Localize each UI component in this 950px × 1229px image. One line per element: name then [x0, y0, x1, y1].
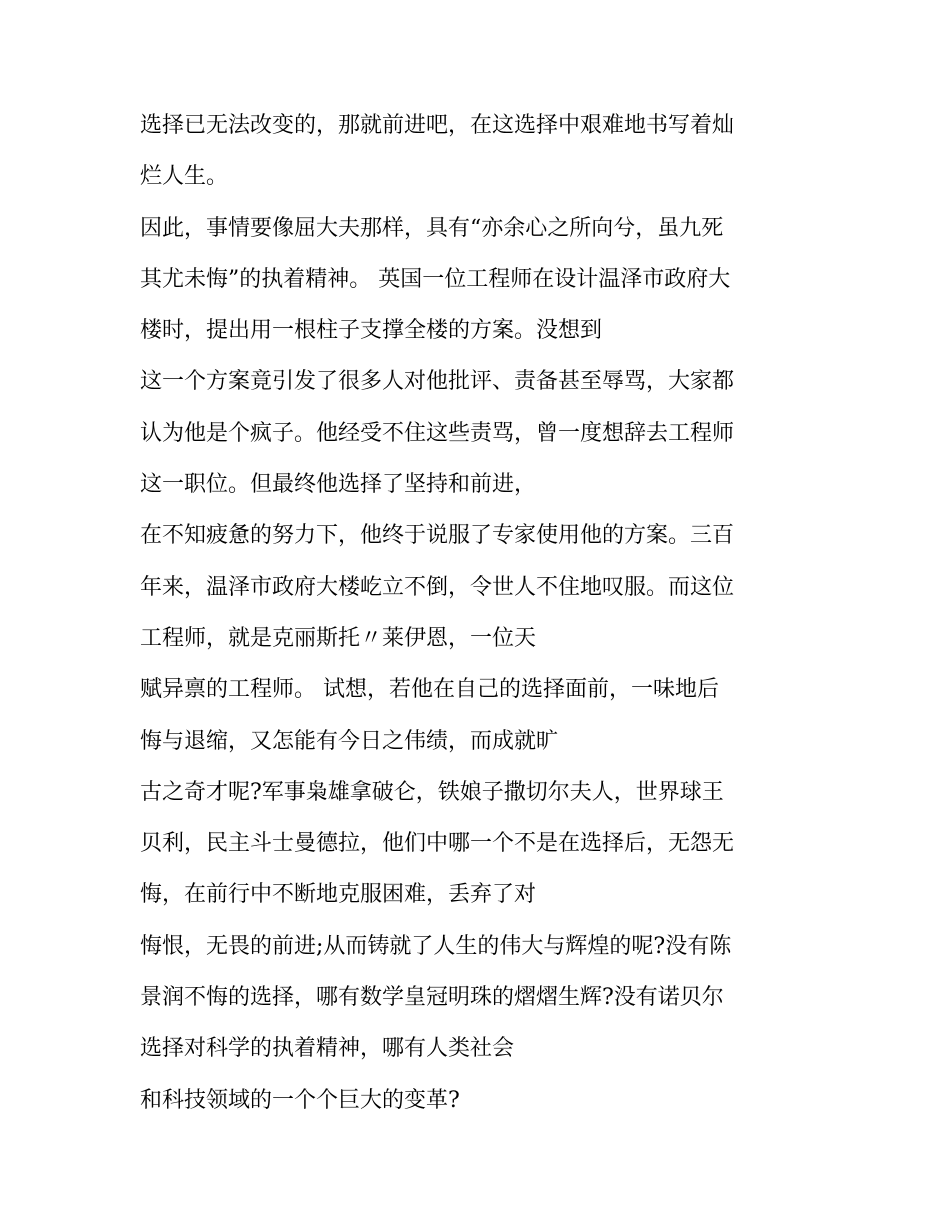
text-line: 赋异禀的工程师。 试想，若他在自己的选择面前，一味地后 — [140, 677, 719, 703]
text-line: 悔，在前行中不断地克服困难，丢弃了对 — [140, 882, 537, 908]
text-line: 楼时，提出用一根柱子支撑全楼的方案。没想到 — [140, 318, 603, 344]
text-line: 古之奇才呢?军事枭雄拿破仑，铁娘子撒切尔夫人，世界球王 — [140, 779, 724, 805]
text-line: 选择已无法改变的，那就前进吧，在这选择中艰难地书写着灿 — [140, 113, 735, 138]
text-line: 悔与退缩，又怎能有今日之伟绩，而成就旷 — [140, 728, 559, 754]
text-line: 其尤未悔”的执着精神。 英国一位工程师在设计温泽市政府大 — [140, 266, 731, 292]
text-line: 在不知疲惫的努力下，他终于说服了专家使用他的方案。三百 — [140, 523, 735, 549]
text-line: 贝利，民主斗士曼德拉，他们中哪一个不是在选择后，无怨无 — [140, 831, 735, 857]
text-line: 烂人生。 — [140, 164, 229, 190]
body-text — [140, 100, 840, 1126]
text-line: 景润不悔的选择，哪有数学皇冠明珠的熠熠生辉?没有诺贝尔 — [140, 985, 724, 1011]
text-line: 认为他是个疯子。他经受不住这些责骂，曾一度想辞去工程师 — [140, 420, 735, 446]
text-line: 工程师，就是克丽斯托〃莱伊恩，一位天 — [140, 625, 537, 651]
text-line: 因此，事情要像屈大夫那样，具有“亦余心之所向兮，虽九死 — [140, 215, 724, 241]
text-line: 这一职位。但最终他选择了坚持和前进， — [140, 472, 537, 498]
text-line: 和科技领域的一个个巨大的变革? — [140, 1087, 460, 1113]
text-line: 悔恨，无畏的前进;从而铸就了人生的伟大与辉煌的呢?没有陈 — [140, 933, 732, 959]
text-line: 年来，温泽市政府大楼屹立不倒，令世人不住地叹服。而这位 — [140, 574, 735, 600]
text-line: 这一个方案竟引发了很多人对他批评、责备甚至辱骂，大家都 — [140, 369, 735, 395]
text-line: 选择对科学的执着精神，哪有人类社会 — [140, 1036, 515, 1062]
